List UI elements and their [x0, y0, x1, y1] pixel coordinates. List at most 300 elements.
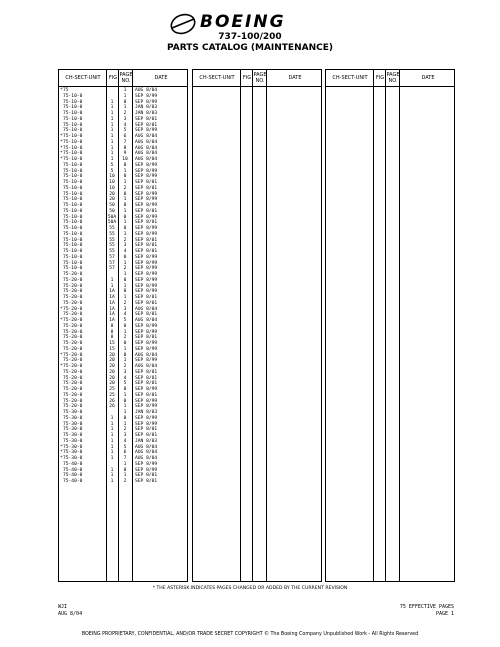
row-page: 6 [123, 450, 127, 456]
row-page: 1 [123, 272, 127, 277]
row-unit: 75-10-0 [63, 260, 83, 266]
row-date: SEP 8/99 [135, 191, 158, 197]
row-fig: 1A [109, 312, 115, 318]
row-fig: 1 [110, 105, 114, 111]
row-date: SEP 8/99 [135, 203, 158, 208]
row-unit: 75-10-0 [63, 191, 83, 197]
effective-pages-column-1 [58, 69, 188, 582]
row-unit: 75-20-0 [63, 392, 83, 398]
revision-mark: * [60, 352, 63, 358]
row-unit: 75-20-0 [63, 283, 83, 289]
row-date: SEP 8/99 [135, 398, 158, 404]
row-date: SEP 8/01 [135, 208, 158, 214]
row-page: 1 [123, 473, 127, 479]
row-unit: 75-20-0 [63, 381, 83, 387]
row-page: 5 [123, 444, 127, 450]
row-unit: 75-10-0 [63, 105, 83, 111]
row-page: 0 [123, 289, 127, 295]
row-page: 2 [123, 427, 127, 433]
row-page: 1 [123, 421, 127, 427]
row-unit: 75-20-0 [63, 289, 83, 295]
revision-mark: * [60, 151, 63, 157]
row-fig: 20 [109, 358, 115, 364]
row-fig: 1 [110, 450, 114, 456]
row-date: SEP 8/99 [135, 128, 158, 134]
header-page-no: PAGE NO. [119, 72, 133, 84]
row-fig: 55 [109, 249, 115, 254]
row-date: AUG 8/04 [135, 151, 158, 157]
row-date: SEP 8/99 [135, 387, 158, 392]
row-page: 3 [123, 433, 127, 438]
row-unit: 75-10-0 [63, 122, 83, 128]
row-unit: 75-10-0 [63, 266, 83, 272]
row-fig: 55 [109, 226, 115, 231]
row-page: 4 [123, 249, 127, 254]
row-date: AUG 8/04 [135, 157, 158, 162]
row-fig: 20 [109, 352, 115, 358]
row-unit: 75-20-0 [63, 306, 83, 312]
row-fig: 50 [109, 208, 115, 214]
row-date: SEP 8/99 [135, 358, 158, 364]
row-date: SEP 8/99 [135, 99, 158, 105]
row-fig: 1 [110, 277, 114, 283]
row-fig: 1 [110, 116, 114, 122]
row-date: SEP 8/99 [135, 93, 158, 99]
row-page: 1 [123, 105, 127, 111]
row-date: SEP 8/99 [135, 421, 158, 427]
row-fig: 57 [109, 254, 115, 260]
row-fig: 50A [107, 214, 117, 220]
row-page: 0 [123, 191, 127, 197]
row-page: 2 [123, 266, 127, 272]
row-fig: 50A [107, 220, 117, 226]
row-date: SEP 8/99 [135, 214, 158, 220]
document-subtitle: 737-100/200 [218, 32, 282, 42]
row-fig: 26 [109, 404, 115, 410]
row-unit: 75-20-0 [63, 300, 83, 306]
row-unit: 75-10-0 [63, 243, 83, 249]
row-page: 1 [123, 283, 127, 289]
row-page: 3 [123, 306, 127, 312]
row-page: 1 [123, 358, 127, 364]
row-page: 0 [123, 467, 127, 473]
row-unit: 75-10-0 [63, 226, 83, 231]
row-date: AUG 8/04 [135, 456, 158, 461]
row-date: AUG 8/04 [135, 352, 158, 358]
row-date: SEP 8/99 [135, 323, 158, 329]
row-date: AUG 8/04 [135, 450, 158, 456]
row-fig: 1A [109, 318, 115, 323]
row-fig: 5 [110, 162, 114, 168]
row-date: AUG 8/04 [135, 139, 158, 145]
row-fig: 1 [110, 151, 114, 157]
row-page: 0 [123, 415, 127, 421]
row-unit: 75-10-0 [63, 134, 83, 139]
row-fig: 1 [110, 99, 114, 105]
row-date: SEP 8/99 [135, 226, 158, 231]
row-unit: 75-20-0 [63, 272, 83, 277]
row-unit: 75-20-0 [63, 312, 83, 318]
row-unit: 75-10-0 [63, 208, 83, 214]
row-unit: 75-20-0 [63, 277, 83, 283]
row-fig: 1A [109, 306, 115, 312]
row-date: AUG 8/04 [135, 88, 158, 93]
row-fig: 25 [109, 387, 115, 392]
row-unit: 75-10-0 [63, 197, 83, 203]
row-page: 1 [123, 329, 127, 335]
row-unit: 75-10-0 [63, 185, 83, 191]
row-unit: 75-40-0 [63, 461, 83, 467]
row-date: SEP 8/01 [135, 249, 158, 254]
row-date: SEP 8/99 [135, 254, 158, 260]
row-date: SEP 8/01 [135, 220, 158, 226]
row-page: 0 [123, 99, 127, 105]
header-date: DATE [421, 75, 435, 81]
row-date: JAN 8/03 [135, 111, 158, 116]
row-date: SEP 8/99 [135, 415, 158, 421]
row-unit: 75-20-0 [63, 369, 83, 375]
footer-date: AUG 8/04 [58, 611, 83, 617]
row-page: 3 [123, 116, 127, 122]
row-fig: 1 [110, 145, 114, 151]
row-fig: 20 [109, 197, 115, 203]
row-page: 9 [123, 151, 127, 157]
row-unit: 75-30-0 [63, 438, 83, 444]
row-date: SEP 8/99 [135, 329, 158, 335]
row-unit: 75-30-0 [63, 421, 83, 427]
row-fig: 1 [110, 438, 114, 444]
row-date: JAN 8/03 [135, 410, 158, 415]
row-page: 1 [123, 461, 127, 467]
row-unit: 75-40-0 [63, 467, 83, 473]
row-unit: 75-10-0 [63, 231, 83, 237]
revision-mark: * [60, 88, 63, 93]
row-page: 4 [123, 312, 127, 318]
row-date: SEP 8/01 [135, 427, 158, 433]
header-page-no: PAGE NO. [253, 72, 267, 84]
row-fig: 55 [109, 243, 115, 249]
row-page: 1 [123, 295, 127, 300]
row-unit: 75-30-0 [63, 444, 83, 450]
row-fig: 55 [109, 237, 115, 243]
row-page: 0 [123, 387, 127, 392]
row-page: 4 [123, 122, 127, 128]
row-date: SEP 8/01 [135, 479, 158, 484]
row-page: 7 [123, 456, 127, 461]
row-fig: 25 [109, 392, 115, 398]
row-page: 3 [123, 243, 127, 249]
row-date: SEP 8/99 [135, 467, 158, 473]
row-fig: 20 [109, 364, 115, 369]
row-unit: 75-10-0 [63, 174, 83, 180]
row-unit: 75-10-0 [63, 145, 83, 151]
row-date: SEP 8/99 [135, 197, 158, 203]
row-unit: 75-20-0 [63, 318, 83, 323]
row-date: AUG 8/04 [135, 364, 158, 369]
row-fig: 10 [109, 185, 115, 191]
row-page: 1 [123, 392, 127, 398]
row-fig: 1 [110, 456, 114, 461]
row-unit: 75-20-0 [63, 358, 83, 364]
row-fig: 1A [109, 300, 115, 306]
row-page: 7 [123, 139, 127, 145]
footer-code: WJI [58, 604, 68, 610]
revision-mark: * [60, 364, 63, 369]
row-page: 1 [123, 231, 127, 237]
row-unit: 75-20-0 [63, 329, 83, 335]
revision-mark: * [60, 444, 63, 450]
row-fig: 1 [110, 467, 114, 473]
row-date: JAN 8/03 [135, 438, 158, 444]
header-fig: FIG [108, 75, 118, 81]
row-date: SEP 8/01 [135, 375, 158, 381]
row-date: SEP 8/01 [135, 392, 158, 398]
row-date: SEP 8/99 [135, 272, 158, 277]
row-fig: 57 [109, 260, 115, 266]
effective-pages-column-3 [325, 69, 455, 582]
header-date: DATE [288, 75, 302, 81]
row-date: SEP 8/01 [135, 185, 158, 191]
row-page: 5 [123, 318, 127, 323]
row-unit: 75-20-0 [63, 387, 83, 392]
row-date: SEP 8/99 [135, 283, 158, 289]
proprietary-notice: BOEING PROPRIETARY, CONFIDENTIAL, AND/OR TRADE SECRET COPYRIGHT © The Boeing Company Unpublished Work - All Rights Reserved [81, 632, 419, 637]
row-page: 1 [123, 404, 127, 410]
row-date: SEP 8/01 [135, 381, 158, 387]
row-date: SEP 8/01 [135, 237, 158, 243]
revision-mark: * [60, 157, 63, 162]
row-fig: 55 [109, 231, 115, 237]
row-page: 10 [122, 157, 128, 162]
row-fig: 1A [109, 295, 115, 300]
header-fig: FIG [242, 75, 252, 81]
row-unit: 75-20-0 [63, 404, 83, 410]
row-page: 1 [123, 346, 127, 352]
row-page: 6 [123, 134, 127, 139]
row-fig: 1 [110, 134, 114, 139]
row-date: JAN 8/03 [135, 105, 158, 111]
column-header [326, 70, 454, 87]
header-unit: CH-SECT-UNIT [199, 75, 235, 81]
row-page: 1 [123, 220, 127, 226]
row-unit: 75-30-0 [63, 450, 83, 456]
row-unit: 75-10-0 [63, 249, 83, 254]
header-fig: FIG [375, 75, 385, 81]
row-unit: 75-20-0 [63, 341, 83, 346]
row-date: AUG 8/04 [135, 145, 158, 151]
row-date: SEP 8/99 [135, 461, 158, 467]
row-date: SEP 8/99 [135, 231, 158, 237]
row-unit: 75-20-0 [63, 375, 83, 381]
header-unit: CH-SECT-UNIT [332, 75, 368, 81]
row-page: 0 [123, 398, 127, 404]
row-fig: 1 [110, 479, 114, 484]
row-page: 0 [123, 174, 127, 180]
row-fig: 20 [109, 381, 115, 387]
row-page: 0 [123, 203, 127, 208]
row-unit: 75-40-0 [63, 473, 83, 479]
row-fig: 1 [110, 128, 114, 134]
header-unit: CH-SECT-UNIT [65, 75, 101, 81]
row-fig: 20 [109, 369, 115, 375]
row-fig: 1 [110, 421, 114, 427]
row-unit: 75-30-0 [63, 433, 83, 438]
row-date: SEP 8/99 [135, 277, 158, 283]
row-unit: 75-10-0 [63, 139, 83, 145]
row-date: SEP 8/99 [135, 341, 158, 346]
row-page: 0 [123, 162, 127, 168]
row-unit: 75-30-0 [63, 415, 83, 421]
row-fig: 1 [110, 139, 114, 145]
row-fig: 1 [110, 283, 114, 289]
effective-pages-column-2 [192, 69, 322, 582]
row-page: 1 [123, 197, 127, 203]
row-fig: 1 [110, 473, 114, 479]
row-unit: 75-10-0 [63, 237, 83, 243]
row-date: SEP 8/01 [135, 295, 158, 300]
row-page: 1 [123, 260, 127, 266]
row-page: 5 [123, 381, 127, 387]
row-fig: 10 [109, 180, 115, 185]
row-date: AUG 8/04 [135, 444, 158, 450]
row-page: 2 [123, 237, 127, 243]
row-date: SEP 8/01 [135, 122, 158, 128]
row-date: SEP 8/01 [135, 312, 158, 318]
row-unit: 75-10-0 [63, 99, 83, 105]
row-date: SEP 8/99 [135, 404, 158, 410]
row-date: SEP 8/01 [135, 473, 158, 479]
row-page: 2 [123, 185, 127, 191]
row-page: 0 [123, 214, 127, 220]
row-page: 1 [123, 88, 127, 93]
row-page: 2 [123, 111, 127, 116]
row-page: 0 [123, 254, 127, 260]
row-date: SEP 8/01 [135, 243, 158, 249]
row-date: SEP 8/99 [135, 162, 158, 168]
row-unit: 75-20-0 [63, 295, 83, 300]
row-fig: 10 [109, 174, 115, 180]
row-page: 2 [123, 364, 127, 369]
row-fig: 26 [109, 398, 115, 404]
revision-mark: * [60, 450, 63, 456]
row-fig: 8 [110, 323, 114, 329]
row-date: SEP 8/99 [135, 289, 158, 295]
row-date: AUG 8/04 [135, 134, 158, 139]
row-fig: 1 [110, 433, 114, 438]
logo-text: BOEING [200, 12, 286, 32]
row-date: SEP 8/01 [135, 335, 158, 341]
row-date: SEP 8/99 [135, 346, 158, 352]
table-row [59, 479, 189, 485]
row-unit: 75-30-0 [63, 427, 83, 433]
revision-mark: * [60, 318, 63, 323]
effective-pages-list [59, 88, 189, 485]
row-date: SEP 8/01 [135, 300, 158, 306]
header-date: DATE [154, 75, 168, 81]
revision-mark: * [60, 139, 63, 145]
row-fig: 15 [109, 341, 115, 346]
row-unit: 75-20-0 [63, 352, 83, 358]
row-page: 2 [123, 335, 127, 341]
row-page: 1 [123, 93, 127, 99]
row-fig: 15 [109, 346, 115, 352]
row-fig: 1 [110, 157, 114, 162]
row-page: 5 [123, 128, 127, 134]
revision-mark: * [60, 134, 63, 139]
row-date: SEP 8/01 [135, 369, 158, 375]
row-date: AUG 8/04 [135, 318, 158, 323]
row-unit: 75 [63, 88, 69, 93]
row-fig: 1A [109, 289, 115, 295]
row-unit: 75-10-0 [63, 220, 83, 226]
row-unit: 75-10-0 [63, 93, 83, 99]
revision-mark: * [60, 456, 63, 461]
row-page: 0 [123, 352, 127, 358]
row-page: 8 [123, 145, 127, 151]
row-fig: 57 [109, 266, 115, 272]
row-page: 2 [123, 300, 127, 306]
row-unit: 75-10-0 [63, 168, 83, 174]
row-fig: 8 [110, 329, 114, 335]
row-date: SEP 8/99 [135, 260, 158, 266]
row-unit: 75-10-0 [63, 180, 83, 185]
row-unit: 75-20-0 [63, 346, 83, 352]
row-page: 0 [123, 226, 127, 231]
row-unit: 75-30-0 [63, 410, 83, 415]
row-fig: 1 [110, 122, 114, 128]
row-unit: 75-40-0 [63, 479, 83, 484]
row-fig: 8 [110, 335, 114, 341]
row-fig: 5 [110, 168, 114, 174]
document-title: PARTS CATALOG (MAINTENANCE) [167, 43, 333, 53]
row-page: 2 [123, 479, 127, 484]
row-fig: 1 [110, 415, 114, 421]
row-date: SEP 8/99 [135, 168, 158, 174]
row-unit: 75-10-0 [63, 214, 83, 220]
row-page: 0 [123, 323, 127, 329]
row-page: 0 [123, 341, 127, 346]
row-fig: 1 [110, 444, 114, 450]
row-fig: 50 [109, 203, 115, 208]
row-page: 4 [123, 375, 127, 381]
row-page: 3 [123, 369, 127, 375]
row-date: SEP 8/99 [135, 174, 158, 180]
row-unit: 75-10-0 [63, 128, 83, 134]
row-page: 4 [123, 438, 127, 444]
row-page: 1 [123, 208, 127, 214]
row-page: 1 [123, 168, 127, 174]
column-header [59, 70, 187, 87]
row-unit: 75-10-0 [63, 151, 83, 157]
row-unit: 75-10-0 [63, 254, 83, 260]
row-fig: 1 [110, 111, 114, 116]
footer-page-number: PAGE 1 [435, 611, 454, 617]
row-date: SEP 8/01 [135, 180, 158, 185]
row-unit: 75-10-0 [63, 111, 83, 116]
row-unit: 75-20-0 [63, 335, 83, 341]
row-unit: 75-10-0 [63, 203, 83, 208]
row-fig: 20 [109, 191, 115, 197]
column-header [193, 70, 321, 87]
row-date: AUG 8/04 [135, 306, 158, 312]
row-unit: 75-30-0 [63, 456, 83, 461]
row-date: SEP 8/01 [135, 433, 158, 438]
row-unit: 75-10-0 [63, 162, 83, 168]
row-date: SEP 8/99 [135, 266, 158, 272]
row-date: SEP 8/01 [135, 116, 158, 122]
row-unit: 75-20-0 [63, 398, 83, 404]
row-page: 1 [123, 410, 127, 415]
